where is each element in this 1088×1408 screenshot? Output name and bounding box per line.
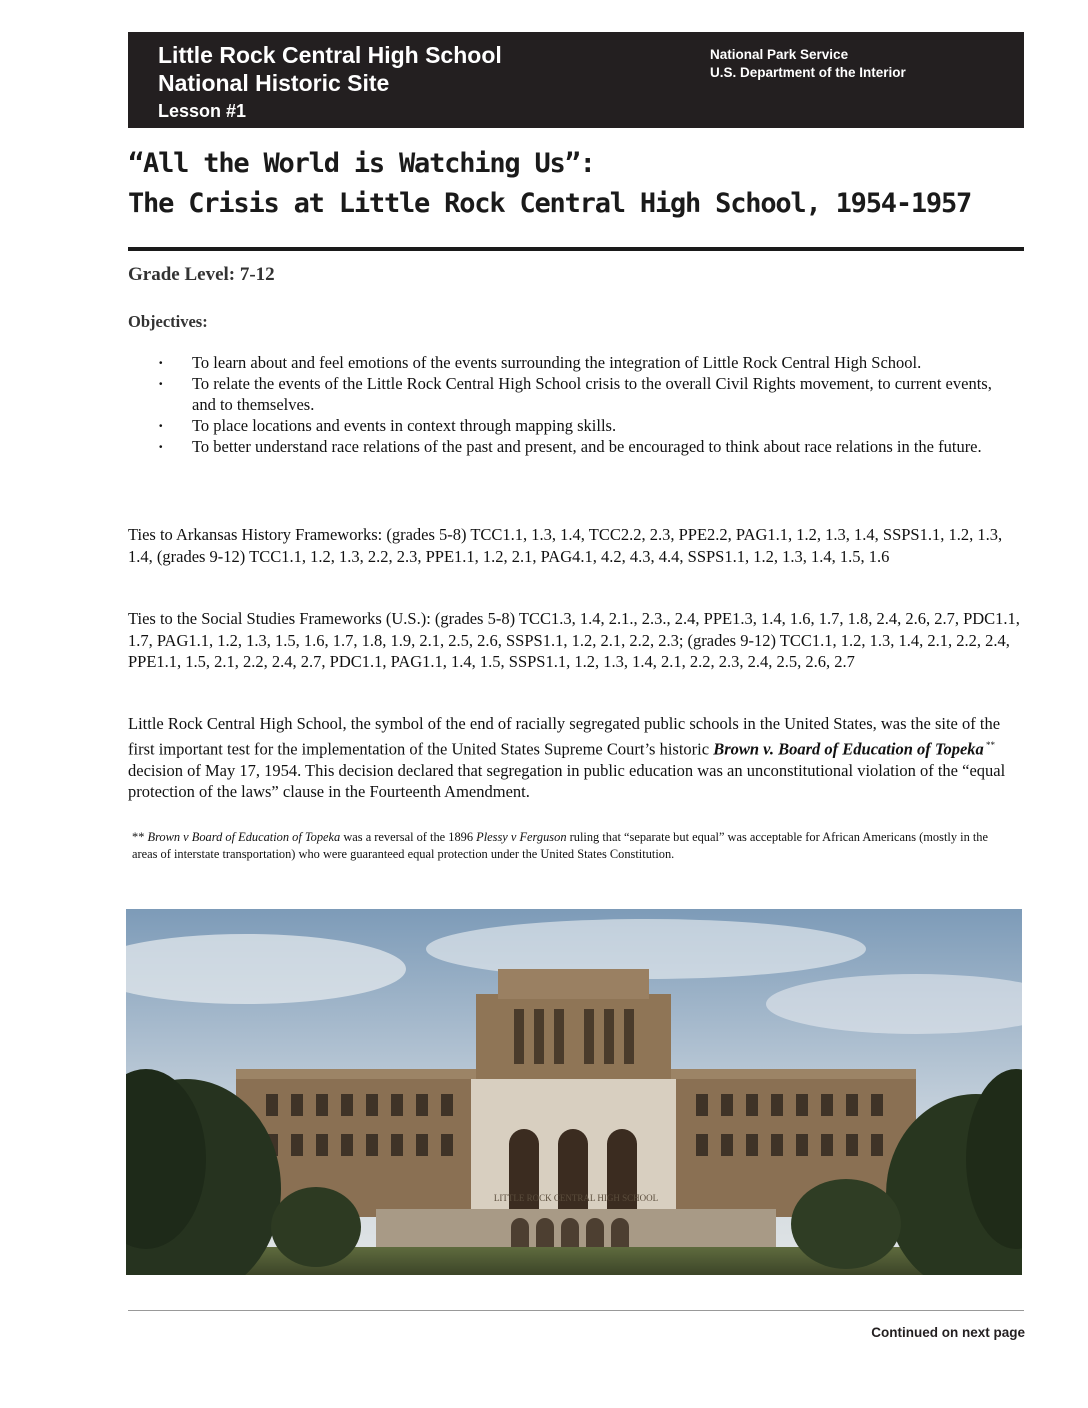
footnote-text-end: ruling that “separate but equal” was acceptable for African Americans (mostly in the areas of interstate transportation) who were guaranteed equal protection under the United States Constitution. xyxy=(132,830,988,861)
objective-item: · To place locations and events in context through mapping skills. xyxy=(158,415,1008,436)
title-divider xyxy=(128,247,1024,251)
intro-case-name: Brown v. Board of Education of Topeka xyxy=(713,739,984,758)
intro-paragraph xyxy=(128,713,1028,803)
objective-item: · To better understand race relations of the past and present, and be encouraged to think about race relations in the future. xyxy=(158,436,1008,457)
footnote-text: was a reversal of the 1896 xyxy=(340,830,477,844)
footnote-case-brown: Brown v Board of Education of Topeka xyxy=(147,830,341,844)
site-name xyxy=(158,41,502,97)
photo-inscription: LITTLE ROCK CENTRAL HIGH SCHOOL xyxy=(493,1193,659,1203)
agency-line1: National Park Service xyxy=(710,47,849,62)
objectives-list xyxy=(158,352,1008,457)
school-building-illustration xyxy=(126,909,1022,1275)
footer-divider xyxy=(128,1310,1024,1311)
site-name-line2: National Historic Site xyxy=(158,70,390,96)
title-line2: The Crisis at Little Rock Central High School, 1954-1957 xyxy=(128,188,972,219)
site-name-line1: Little Rock Central High School xyxy=(158,42,502,68)
lesson-number: Lesson #1 xyxy=(158,101,247,121)
title-line1: “All the World is Watching Us”: xyxy=(128,148,595,179)
grade-level: Grade Level: 7-12 xyxy=(128,264,275,285)
school-photo xyxy=(126,909,1022,1275)
header-banner xyxy=(128,32,1024,128)
intro-text-end: decision of May 17, 1954. This decision declared that segregation in public education was an unconstitutional violation of the “equal protection of the laws” clause in the Fourteenth Amendment. xyxy=(128,760,1006,801)
arkansas-frameworks: Ties to Arkansas History Frameworks: (grades 5-8) TCC1.1, 1.3, 1.4, TCC2.2, 2.3, PPE2.2, PAG1.1, 1.2, 1.3, 1.4, SSPS1.1, 1.2, 1.3, 1.4, (grades 9-12) TCC1.1, 1.2, 1.3, 2.2, 2.3, PPE1.1, 1.2, 2.1, PAG4.1, 4.2, 4.3, 4.4, SSPS1.1, 1.2, 1.3, 1.4, 1.5, 1.6 xyxy=(128,525,1003,566)
intro-text: , the symbol of the end of racially segregated public schools in the United States, was the site of the first important test for the implementation of the United States Supreme Court’s historic xyxy=(128,714,1001,758)
objectives-heading: Objectives: xyxy=(128,312,208,331)
continued-note: Continued on next page xyxy=(871,1325,1025,1340)
objective-item: · To relate the events of the Little Rock Central High School crisis to the overall Civil Rights movement, to current events, and to themselves. xyxy=(158,373,1008,415)
social-studies-frameworks: Ties to the Social Studies Frameworks (U.S.): (grades 5-8) TCC1.3, 1.4, 2.1., 2.3., 2.4, PPE1.3, 1.4, 1.6, 1.7, 1.8, 2.4, 2.6, 2.7, PDC1.1, 1.7, PAG1.1, 1.2, 1.3, 1.5, 1.6, 1.7, 1.8, 1.9, 2.1, 2.5, 2.6, SSPS1.1, 1.2, 2.1, 2.2, 2.3; (grades 9-12) TCC1.1, 1.2, 1.3, 1.4, 2.1, 2.2, 2.4, PPE1.1, 1.5, 2.1, 2.2, 2.4, 2.7, PDC1.1, PAG1.1, 1.4, 1.5, SSPS1.1, 1.2, 1.3, 1.4, 2.1, 2.2, 2.3, 2.4, 2.5, 2.6, 2.7 xyxy=(128,609,1020,671)
intro-school-name: Little Rock Central High School xyxy=(128,714,343,733)
footnote-marker-text: ** xyxy=(132,830,148,844)
objective-item: · To learn about and feel emotions of the events surrounding the integration of Little Rock Central High School. xyxy=(158,352,1008,373)
footnote-case-plessy: Plessy v Ferguson xyxy=(476,830,567,844)
footnote xyxy=(132,829,1016,863)
agency-line2: U.S. Department of the Interior xyxy=(710,65,906,80)
agency-name xyxy=(710,46,906,82)
footnote-marker: ** xyxy=(983,739,996,750)
page-title xyxy=(128,144,1028,224)
